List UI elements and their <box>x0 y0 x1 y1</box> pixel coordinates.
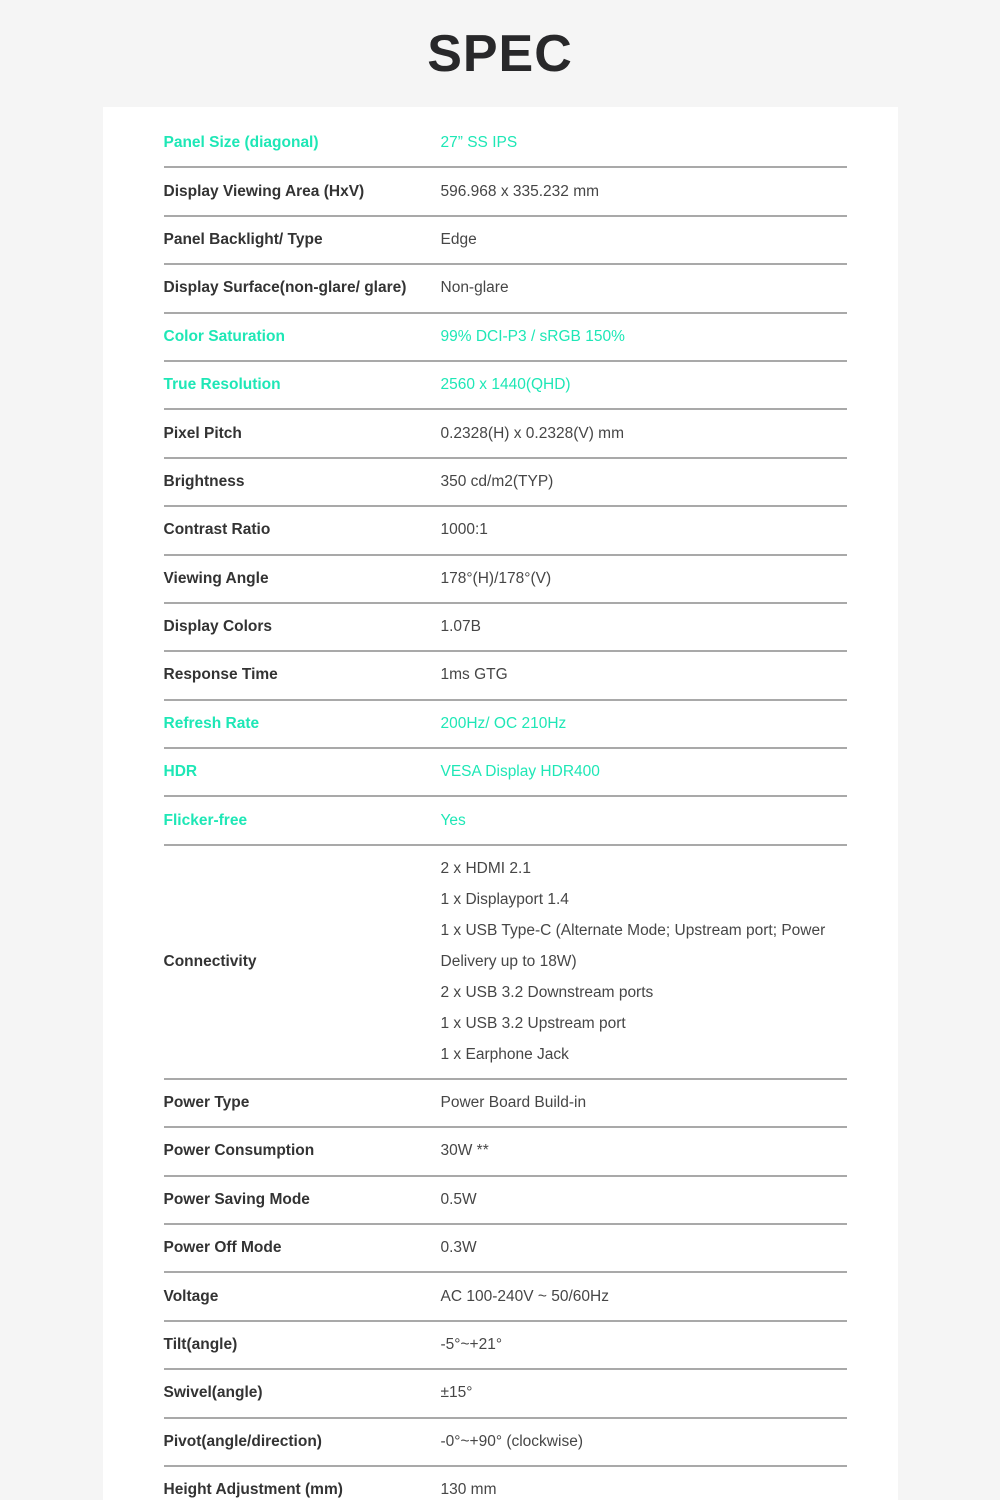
spec-row-value: 2560 x 1440(QHD) <box>440 376 571 394</box>
spec-row <box>164 459 847 507</box>
spec-row <box>164 556 847 604</box>
spec-row-value: 178°(H)/178°(V) <box>440 569 552 587</box>
spec-row-label: Brightness <box>163 472 245 490</box>
spec-row-label: Power Saving Mode <box>163 1190 310 1208</box>
spec-row-value: ±15° <box>440 1384 473 1402</box>
spec-row <box>164 1080 847 1128</box>
spec-row <box>164 217 847 265</box>
spec-row-value: 350 cd/m2(TYP) <box>440 472 554 490</box>
spec-row-label: Power Type <box>163 1094 250 1112</box>
spec-row-label: Flicker-free <box>163 811 248 829</box>
spec-row <box>164 604 847 652</box>
spec-row-value: 30W ** <box>440 1142 489 1160</box>
spec-row-value: VESA Display HDR400 <box>440 763 600 781</box>
spec-row-label: Contrast Ratio <box>163 521 271 539</box>
spec-row-label: True Resolution <box>163 376 281 394</box>
spec-row-label: Pivot(angle/direction) <box>163 1432 322 1450</box>
spec-row-value: 1000:1 <box>440 521 488 539</box>
spec-row-label: Tilt(angle) <box>163 1336 238 1353</box>
spec-row <box>164 1225 847 1273</box>
spec-row-value: AC 100-240V ~ 50/60Hz <box>440 1287 609 1305</box>
spec-row <box>164 168 847 216</box>
spec-row-value: 0.3W <box>440 1239 477 1257</box>
spec-row-value: 1ms GTG <box>440 666 508 684</box>
spec-row-value: 0.5W <box>440 1190 477 1208</box>
spec-card <box>103 107 898 1500</box>
spec-row-label: Refresh Rate <box>163 714 260 732</box>
spec-value-line: 2 x HDMI 2.1 <box>440 860 531 878</box>
spec-row-value: Power Board Build-in <box>440 1094 587 1112</box>
spec-row-label: Color Saturation <box>163 327 285 345</box>
spec-row <box>164 1128 847 1176</box>
spec-value-line: 1 x USB 3.2 Upstream port <box>440 1015 626 1033</box>
spec-row-label: Response Time <box>163 666 278 684</box>
spec-row <box>164 797 847 845</box>
spec-row-value: -5°~+21° <box>440 1336 503 1353</box>
spec-row-label: Power Consumption <box>163 1142 315 1160</box>
spec-row-value: 200Hz/ OC 210Hz <box>440 714 567 732</box>
spec-value-line: 2 x USB 3.2 Downstream ports <box>440 984 654 1002</box>
spec-row-label: Display Surface(non-glare/ glare) <box>163 279 407 297</box>
spec-row-label: Height Adjustment (mm) <box>163 1481 343 1499</box>
spec-row-label: Pixel Pitch <box>163 424 242 442</box>
spec-row-value: 1.07B <box>440 618 482 636</box>
spec-row-value: 596.968 x 335.232 mm <box>440 182 600 200</box>
spec-row-value: 130 mm <box>440 1481 497 1499</box>
page-header <box>0 0 1000 107</box>
spec-value-line: 1 x Displayport 1.4 <box>440 891 569 909</box>
spec-row-value: 99% DCI-P3 / sRGB 150% <box>440 327 625 345</box>
spec-row-label: Connectivity <box>163 952 257 970</box>
spec-row-label: Viewing Angle <box>163 569 269 587</box>
spec-row-value: Non-glare <box>440 279 509 297</box>
spec-row-label: Swivel(angle) <box>163 1384 263 1402</box>
spec-row <box>164 507 847 555</box>
spec-row <box>164 410 847 458</box>
spec-row-label: Power Off Mode <box>163 1239 282 1257</box>
spec-row-label: Display Viewing Area (HxV) <box>163 182 365 200</box>
spec-row <box>164 652 847 700</box>
spec-row <box>164 1467 847 1500</box>
spec-row <box>164 362 847 410</box>
spec-row <box>164 120 847 168</box>
spec-row <box>164 1322 847 1370</box>
spec-row <box>164 265 847 313</box>
page-title: SPEC <box>427 24 573 83</box>
spec-row-value: 0.2328(H) x 0.2328(V) mm <box>440 424 624 442</box>
spec-row-value: -0°~+90° (clockwise) <box>440 1432 583 1450</box>
spec-row <box>164 1177 847 1225</box>
spec-row-label: Voltage <box>163 1287 219 1305</box>
spec-row-label: Display Colors <box>163 618 273 636</box>
spec-value-line: 1 x Earphone Jack <box>440 1046 569 1064</box>
spec-row <box>164 314 847 362</box>
spec-row <box>164 1273 847 1321</box>
spec-row-value <box>441 853 847 1070</box>
spec-table <box>164 120 847 1500</box>
spec-row-label: Panel Backlight/ Type <box>163 230 323 248</box>
spec-row <box>164 701 847 749</box>
spec-row <box>164 1370 847 1418</box>
spec-value-line: 1 x USB Type-C (Alternate Mode; Upstream port; Power Delivery up to 18W) <box>440 922 826 971</box>
spec-row <box>164 846 847 1080</box>
spec-row-value: Edge <box>440 230 477 248</box>
spec-row-value: Yes <box>440 811 466 829</box>
spec-row-value: 27” SS IPS <box>440 134 518 152</box>
spec-row-label: Panel Size (diagonal) <box>163 134 319 152</box>
spec-row <box>164 1419 847 1467</box>
spec-row-label: HDR <box>163 763 198 781</box>
spec-row <box>164 749 847 797</box>
